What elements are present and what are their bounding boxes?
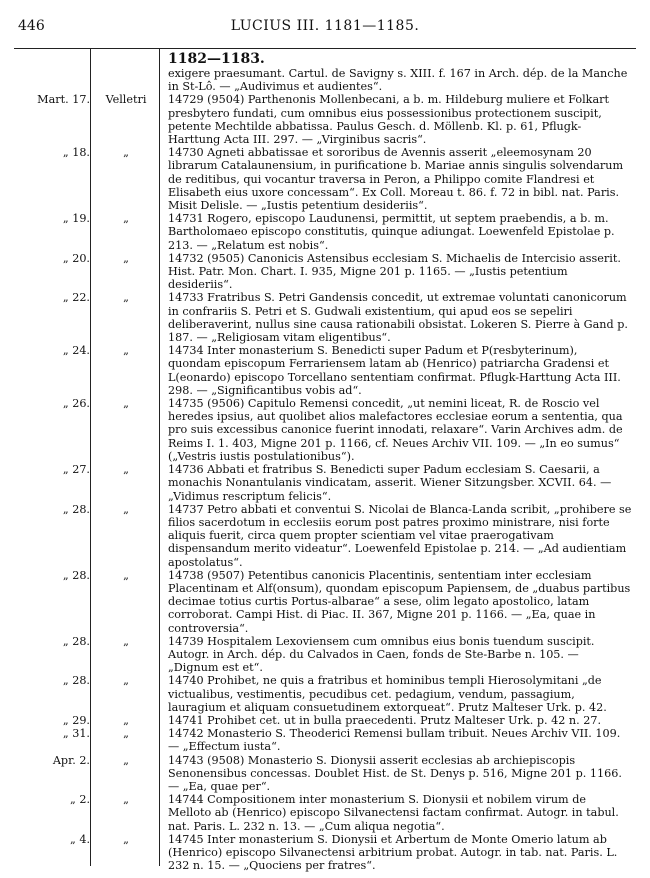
- entry-text: 14729 (9504) Parthenonis Mollenbecani, a b. m. Hildeburg muliere et Folkart presbytero fundati, cum omnibus eius possessionibus protectionem suscipit, petente Mechtilde abbatissa. Paulus Gesch. d. Möllenb. Kl. p. 61, Pflugk-Harttung Acta III. 297. — „Virginibus sacris“.: [168, 93, 609, 147]
- regesta-list: [14, 67, 636, 872]
- entry-text: 14740 Prohibet, ne quis a fratribus et hominibus templi Hierosolymitani „de victualibus, vestimentis, pecudibus cet. pedagium, vendum, passagium, lauragium et aliquam consuetudinem extorqueat“. Prutz Malteser Urk. p. 42.: [168, 674, 607, 714]
- entry-place: „: [123, 753, 129, 767]
- entry-text: 14741 Prohibet cet. ut in bulla praecedenti. Prutz Malteser Urk. p. 42 n. 27.: [168, 713, 602, 727]
- regest-entry: [14, 793, 636, 833]
- entry-place: „: [123, 674, 129, 688]
- entry-text: 14737 Petro abbati et conventui S. Nicolai de Blanca-Landa scribit, „prohibere se filios sacerdotum in ecclesiis eorum post patres proximo ministrare, nisi forte aliquis fuerit, circa quem propter scientiam vel vitae praerogativam dispensandum merito videatur“. Loewenfeld Epistolae p. 214. — „Ad audientiam apostolatus“.: [168, 502, 632, 569]
- entry-place: Velletri: [105, 93, 147, 107]
- regest-entry: [14, 635, 636, 675]
- regest-entry: [14, 93, 636, 146]
- regest-entry: [14, 727, 636, 753]
- entry-date: „ 22.: [62, 291, 90, 305]
- entry-date: „ 19.: [62, 212, 90, 226]
- entry-text: 14731 Rogero, episcopo Laudunensi, permittit, ut septem praebendis, a b. m. Bartholomaeo episcopo constitutis, quinque adiungat. Loewenfeld Epistolae p. 213. — „Relatum est nobis“.: [168, 212, 615, 252]
- entry-place: „: [123, 291, 129, 305]
- entry-place: „: [123, 793, 129, 807]
- entry-date: „ 20.: [62, 251, 90, 265]
- entry-date: Apr. 2.: [52, 753, 90, 767]
- entry-text: 14735 (9506) Capitulo Remensi concedit, „ut nemini liceat, R. de Roscio vel heredes ipsius, aut quolibet alios malefactores ecclesiae eorum a sententia, qua pro suis excessibus canonice fuerint innodati, relaxare“. Varin Archives adm. de Reims I. 1. 403, Migne 201 p. 1166, cf. Neues Archiv VII. 109. — „In eo sumus“ („Vestris iustis postulationibus“).: [168, 397, 623, 463]
- entry-place: „: [123, 727, 129, 741]
- entry-text: 14733 Fratribus S. Petri Gandensis concedit, ut extremae voluntati canonicorum in confrariis S. Petri et S. Gudwali existentium, qui apud eos se sepeliri deliberaverint, nullus sine causa rationabili obsistat. Lokeren S. Pierre à Gand p. 187. — „Religiosam vitam eligentibus“.: [168, 291, 628, 345]
- regest-entry: [14, 833, 636, 873]
- entry-place: „: [123, 146, 129, 160]
- regest-entry: [14, 397, 636, 463]
- entry-text: 14732 (9505) Canonicis Astensibus ecclesiam S. Michaelis de Intercisio asserit. Hist. Patr. Mon. Chart. I. 935, Migne 201 p. 1165. — „Iustis petentium desideriis“.: [168, 251, 621, 292]
- entry-text: 14743 (9508) Monasterio S. Dionysii asserit ecclesias ab archiepiscopis Senonensibus concessas. Doublet Hist. de St. Denys p. 516, Migne 201 p. 1166. — „Ea, quae per“.: [168, 753, 622, 793]
- regest-entry: [14, 674, 636, 714]
- entry-text: 14734 Inter monasterium S. Benedicti super Padum et P(resbyterinum), quondam episcopum Ferrariensem latam ab (Henrico) patriarcha Gradensi et L(eonardo) episcopo Torcellano sententiam confirmat. Pflugk-Harttung Acta III. 298. — „Significantibus vobis ad“.: [168, 344, 621, 397]
- entry-date: „ 4.: [69, 832, 90, 846]
- year-heading: 1182—1183.: [168, 51, 265, 67]
- entry-place: „: [123, 568, 129, 582]
- entry-place: „: [123, 251, 129, 265]
- entry-place: „: [123, 832, 129, 846]
- entry-place: „: [123, 634, 129, 648]
- entry-text: exigere praesumant. Cartul. de Savigny s. XIII. f. 167 in Arch. dép. de la Manche in St-Lô. — „Audivimus et audientes“.: [168, 67, 628, 94]
- entry-place: „: [123, 502, 129, 516]
- regest-entry: [14, 754, 636, 794]
- entry-place: „: [123, 463, 129, 477]
- regest-entry: [14, 463, 636, 503]
- regest-entry: [14, 291, 636, 344]
- entry-text: 14738 (9507) Petentibus canonicis Placentinis, sententiam inter ecclesiam Placentinam et Alf(onsum), quondam episcopum Papiensem, de „duabus partibus decimae totius curtis Portus-albarae“ a sese, olim legato apostolico, latam corroborat. Campi Hist. di Piac. II. 367, Migne 201 p. 1166. — „Ea, quae in controversia“.: [168, 568, 631, 635]
- entry-text: 14739 Hospitalem Lexoviensem cum omnibus eius bonis tuendum suscipit. Autogr. in Arch. dép. du Calvados in Caen, fonds de Ste-Barbe n. 105. — „Dignum est et“.: [168, 634, 595, 675]
- entry-date: „ 28.: [62, 674, 90, 688]
- page-header: [14, 8, 636, 32]
- entry-text: 14744 Compositionem inter monasterium S. Dionysii et nobilem virum de Melloto ab (Henrico) episcopo Silvanectensi factam confirmat. Autogr. in tabul. nat. Paris. L. 232 n. 13. — „Cum aliqua negotia“.: [168, 793, 619, 833]
- regest-entry: [14, 212, 636, 252]
- entry-place: „: [123, 713, 129, 727]
- entry-date: „ 18.: [62, 146, 90, 160]
- entry-text: 14730 Agneti abbatissae et sororibus de Avennis asserit „eleemosynam 20 librarum Catalaunensium, in purificatione b. Mariae annis singulis solvendarum de reditibus, qui vocantur traversa in Peron, a Philippo comite Flandresi et Elisabeth eius uxore concessam“. Ex Coll. Moreau t. 86. f. 72 in bibl. nat. Paris. Misit Delisle. — „Iustis petentium desideriis“.: [168, 146, 624, 213]
- header-rule: [14, 48, 636, 49]
- page-number: 446: [18, 18, 45, 34]
- regest-entry: [14, 67, 636, 93]
- entry-place: „: [123, 397, 129, 411]
- regest-entry: [14, 714, 636, 727]
- entry-place: „: [123, 212, 129, 226]
- entry-date: „ 28.: [62, 634, 90, 648]
- regest-entry: [14, 146, 636, 212]
- entry-date: „ 24.: [62, 344, 90, 358]
- entry-date: „ 26.: [62, 397, 90, 411]
- entry-date: Mart. 17.: [37, 93, 90, 107]
- regest-entry: [14, 252, 636, 292]
- entry-date: „ 31.: [62, 727, 90, 741]
- entry-text: 14736 Abbati et fratribus S. Benedicti super Padum ecclesiam S. Caesarii, a monachis Nonantulanis vindicatam, asserit. Wiener Sitzungsber. XCVII. 64. — „Vidimus rescriptum felicis“.: [168, 463, 612, 503]
- entry-date: „ 27.: [62, 463, 90, 477]
- regest-entry: [14, 344, 636, 397]
- entry-place: „: [123, 344, 129, 358]
- entry-date: „ 2.: [69, 793, 90, 807]
- regest-entry: [14, 503, 636, 569]
- entry-text: 14745 Inter monasterium S. Dionysii et Arbertum de Monte Omerio latum ab (Henrico) episcopo Silvanectensi arbitrium probat. Autogr. in tab. nat. Paris. L. 232 n. 15. — „Quociens per fratres“.: [168, 832, 618, 873]
- entry-text: 14742 Monasterio S. Theoderici Remensi bullam tribuit. Neues Archiv VII. 109. — „Effectum iusta“.: [168, 727, 621, 754]
- regest-entry: [14, 569, 636, 635]
- entry-date: „ 28.: [62, 502, 90, 516]
- entry-date: „ 28.: [62, 568, 90, 582]
- running-title: LUCIUS III. 1181—1185.: [230, 18, 420, 34]
- entry-date: „ 29.: [62, 713, 90, 727]
